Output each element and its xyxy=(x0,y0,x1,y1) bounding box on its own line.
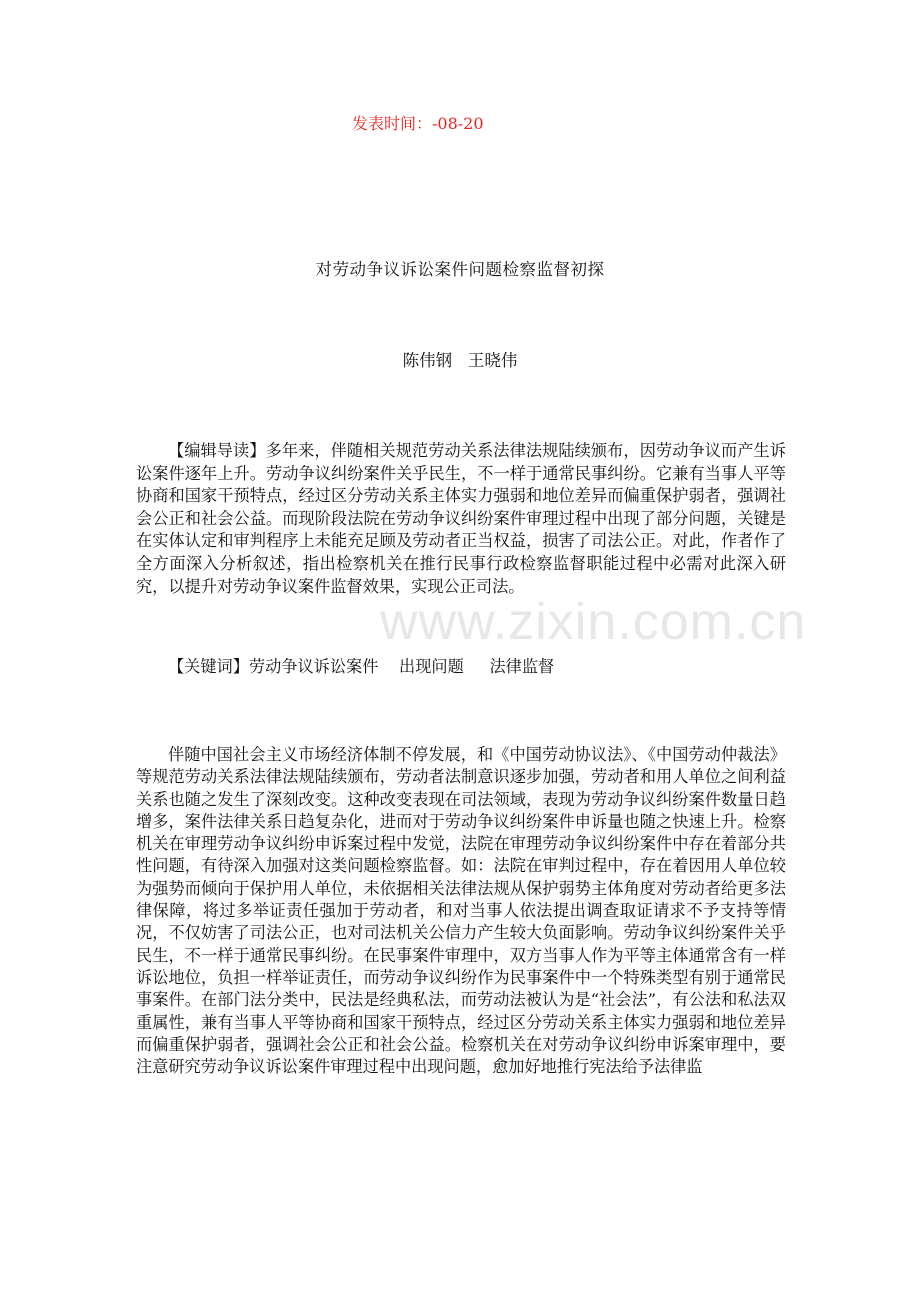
publish-date: 发表时间：-08-20 xyxy=(352,114,484,133)
keywords-line: 【关键词】劳动争议诉讼案件 出现问题 法律监督 xyxy=(168,657,555,676)
editor-abstract: 【编辑导读】多年来，伴随相关规范劳动关系法律法规陆续颁布，因劳动争议而产生诉讼案件逐年上升。劳动争议纠纷案件关乎民生，不一样于通常民事纠纷。它兼有当事人平等协商和国家干预特点，经过区分劳动关系主体实力强弱和地位差异而偏重保护弱者，强调社会公正和社会公益。而现阶段法院在劳动争议纠纷案件审理过程中出现了部分问题，关键是在实体认定和审判程序上未能充足顾及劳动者正当权益，损害了司法公正。对此，作者作了全方面深入分析叙述，指出检察机关在推行民事行政检察监督职能过程中必需对此深入研究，以提升对劳动争议案件监督效果，实现公正司法。 xyxy=(136,441,786,596)
site-watermark: www.zixin.com.cn xyxy=(380,593,807,651)
article-title: 对劳动争议诉讼案件问题检察监督初探 xyxy=(315,260,605,279)
body-paragraph: 伴随中国社会主义市场经济体制不停发展，和《中国劳动协议法》、《中国劳动仲裁法》等规范劳动关系法律法规陆续颁布，劳动者法制意识逐步加强，劳动者和用人单位之间利益关系也随之发生了深刻改变。这种改变表现在司法领域，表现为劳动争议纠纷案件数量日趋增多，案件法律关系日趋复杂化，进而对于劳动争议纠纷案件申诉量也随之快速上升。检察机关在审理劳动争议纠纷申诉案过程中发觉，法院在审理劳动争议纠纷案件中存在着部分共性问题，有待深入加强对这类问题检察监督。如：法院在审判过程中，存在着因用人单位较为强势而倾向于保护用人单位，未依据相关法律法规从保护弱势主体角度对劳动者给更多法律保障，将过多举证责任强加于劳动者，和对当事人依法提出调查取证请求不予支持等情况，不仅妨害了司法公正，也对司法机关公信力产生较大负面影响。劳动争议纠纷案件关乎民生，不一样于通常民事纠纷。在民事案件审理中，双方当事人作为平等主体通常含有一样诉讼地位，负担一样举证责任，而劳动争议纠纷作为民事案件中一个特殊类型有别于通常民事案件。在部门法分类中，民法是经典私法，而劳动法被认为是“社会法”，有公法和私法双重属性，兼有当事人平等协商和国家干预特点，经过区分劳动关系主体实力强弱和地位差异而偏重保护弱者，强调社会公正和社会公益。检察机关在对劳动争议纠纷申诉案审理中，要注意研究劳动争议诉讼案件审理过程中出现问题，愈加好地推行宪法给予法律监 xyxy=(136,745,786,1077)
article-authors: 陈伟钢 王晓伟 xyxy=(402,351,518,370)
